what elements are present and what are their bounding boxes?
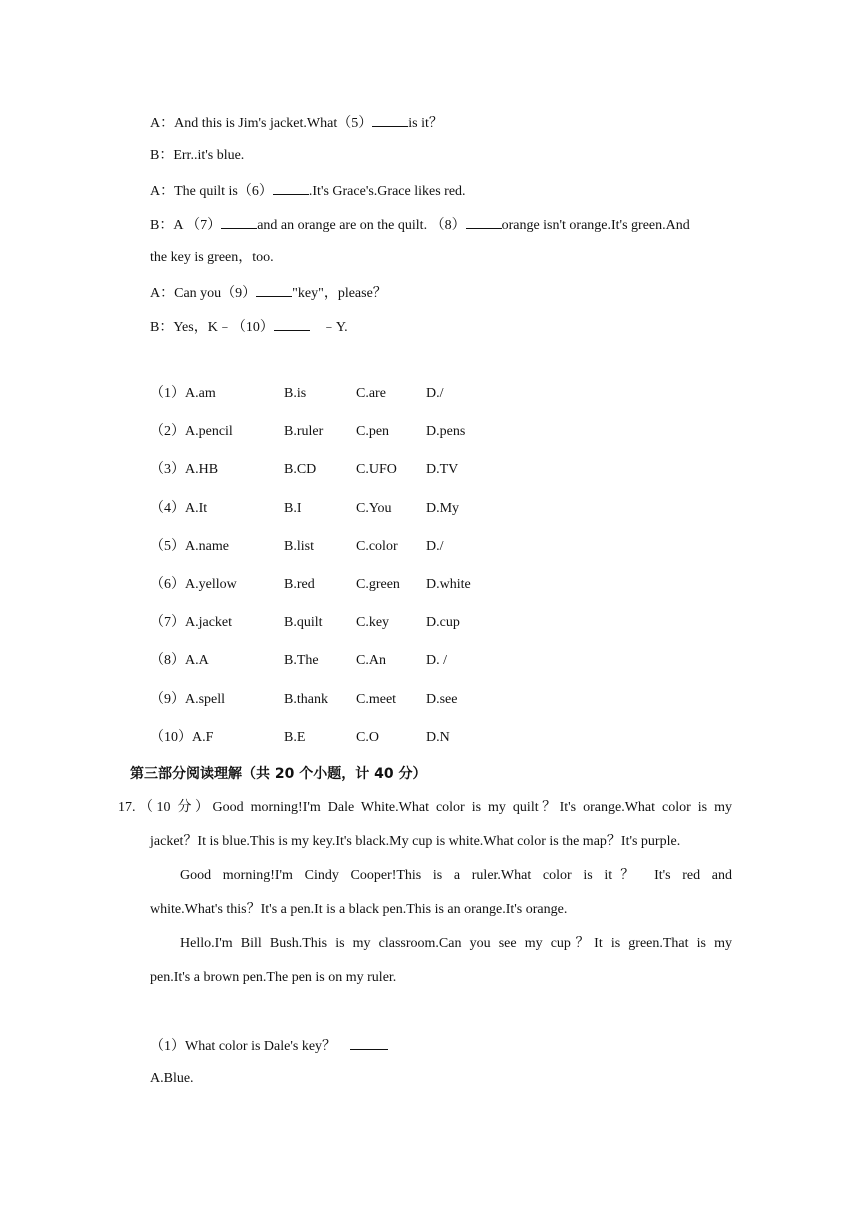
dialogue-line-5 xyxy=(150,112,443,134)
option-c: C.UFO xyxy=(356,462,397,478)
option-d: D. / xyxy=(426,653,447,669)
option-d: D.TV xyxy=(426,462,459,478)
option-number: （2） xyxy=(150,424,185,440)
dialogue-text: A：Can you（9） xyxy=(150,286,257,301)
option-number: （6） xyxy=(150,577,185,592)
option-c: C.pen xyxy=(356,424,390,440)
option-a xyxy=(150,613,232,633)
dialogue-line-9 xyxy=(150,282,387,304)
option-b: B.CD xyxy=(284,462,317,478)
option-a-text: A.HB xyxy=(185,462,219,478)
q17-line-2: jacket？It is blue.This is my key.It's black.My cup is white.What color is the map？It's purple. xyxy=(150,834,681,849)
option-a-text: A.It xyxy=(185,500,208,516)
option-d: D.white xyxy=(426,577,471,592)
dialogue-line-cont xyxy=(150,248,274,268)
option-a-text: A.F xyxy=(192,729,214,745)
q17-sub1-choice-a: A.Blue. xyxy=(150,1071,194,1086)
dialogue-text: B：Err..it's blue. xyxy=(150,148,245,163)
sub-question-text: （1）What color is Dale's key？ xyxy=(150,1039,337,1054)
option-b: B.list xyxy=(284,538,314,554)
option-number: （10） xyxy=(150,729,192,745)
option-number: （3） xyxy=(150,462,185,478)
option-a xyxy=(150,537,229,557)
dialogue-text: ﹣Y. xyxy=(321,320,348,335)
option-b: B.I xyxy=(284,500,302,516)
answer-blank xyxy=(466,214,502,229)
dialogue-text: B：A （7） xyxy=(150,218,222,233)
q17-sub1 xyxy=(150,1035,388,1057)
option-b: B.The xyxy=(284,653,319,669)
dialogue-text: A：The quilt is（6） xyxy=(150,184,273,199)
option-c: C.meet xyxy=(356,691,397,707)
option-a-text: A.A xyxy=(185,653,209,669)
answer-blank xyxy=(274,316,310,331)
q17-line-4: white.What's this？It's a pen.It is a black pen.This is an orange.It's orange. xyxy=(150,902,568,917)
dialogue-text: A：And this is Jim's jacket.What（5） xyxy=(150,116,373,131)
option-b: B.thank xyxy=(284,691,328,707)
q17-line-1: 17.（10 分）Good morning!I'm Dale White.What color is my quilt？It's orange.What color is my xyxy=(118,800,732,815)
option-a-text: A.jacket xyxy=(185,615,233,631)
option-number: （4） xyxy=(150,500,185,516)
dialogue-text: and an orange are on the quilt. （8） xyxy=(257,218,466,233)
option-b: B.ruler xyxy=(284,424,324,440)
dialogue-line-10 xyxy=(150,316,348,338)
option-c: C.An xyxy=(356,653,386,669)
dialogue-text: B：Yes，K﹣（10） xyxy=(150,320,274,335)
dialogue-text: the key is green，too. xyxy=(150,250,274,265)
dialogue-text: is it？ xyxy=(408,116,443,131)
option-number: （5） xyxy=(150,538,185,554)
option-b: B.E xyxy=(284,729,306,745)
option-a xyxy=(150,728,213,748)
q17-line-5: Hello.I'm Bill Bush.This is my classroom.Can you see my cup？It is green.That is my xyxy=(180,936,732,951)
option-d: D.cup xyxy=(426,615,460,631)
answer-blank xyxy=(273,180,309,195)
option-a xyxy=(150,422,233,442)
answer-blank xyxy=(221,214,257,229)
option-d: D.pens xyxy=(426,424,466,440)
option-c: C.O xyxy=(356,729,379,745)
option-a xyxy=(150,651,209,671)
dialogue-line-7-8 xyxy=(150,214,690,236)
option-a xyxy=(150,384,216,404)
option-a-text: A.am xyxy=(185,386,216,401)
option-a xyxy=(150,460,218,480)
option-c: C.green xyxy=(356,577,400,592)
option-number: （7） xyxy=(150,615,185,631)
option-b: B.quilt xyxy=(284,615,323,631)
dialogue-text: orange isn't orange.It's green.And xyxy=(501,218,690,233)
answer-blank xyxy=(372,112,408,127)
option-a-text: A.pencil xyxy=(185,424,233,440)
option-a xyxy=(150,499,207,519)
option-d: D./ xyxy=(426,538,444,554)
q17-line-6: pen.It's a brown pen.The pen is on my ruler. xyxy=(150,970,397,985)
option-b: B.red xyxy=(284,577,315,592)
answer-blank xyxy=(350,1035,388,1050)
option-d: D.N xyxy=(426,729,450,745)
option-a-text: A.name xyxy=(185,538,229,554)
option-d: D./ xyxy=(426,386,444,401)
section-heading: 第三部分阅读理解（共 20 个小题，计 40 分） xyxy=(130,766,427,782)
q17-line-3: Good morning!I'm Cindy Cooper!This is a ruler.What color is it？ It's red and xyxy=(180,868,732,883)
option-d: D.see xyxy=(426,691,458,707)
option-a xyxy=(150,575,237,595)
option-a-text: A.yellow xyxy=(185,577,237,592)
option-c: C.key xyxy=(356,615,390,631)
option-b: B.is xyxy=(284,386,307,401)
option-c: C.are xyxy=(356,386,386,401)
option-d: D.My xyxy=(426,500,460,516)
option-a xyxy=(150,690,225,710)
dialogue-text: .It's Grace's.Grace likes red. xyxy=(308,184,466,199)
option-a-text: A.spell xyxy=(185,691,226,707)
option-number: （8） xyxy=(150,653,185,669)
dialogue-line-6 xyxy=(150,180,466,202)
dialogue-text: "key"，please？ xyxy=(292,286,387,301)
option-c: C.color xyxy=(356,538,398,554)
option-number: （1） xyxy=(150,386,185,401)
dialogue-line-b1 xyxy=(150,146,244,166)
answer-blank xyxy=(256,282,292,297)
option-c: C.You xyxy=(356,500,392,516)
option-number: （9） xyxy=(150,691,185,707)
